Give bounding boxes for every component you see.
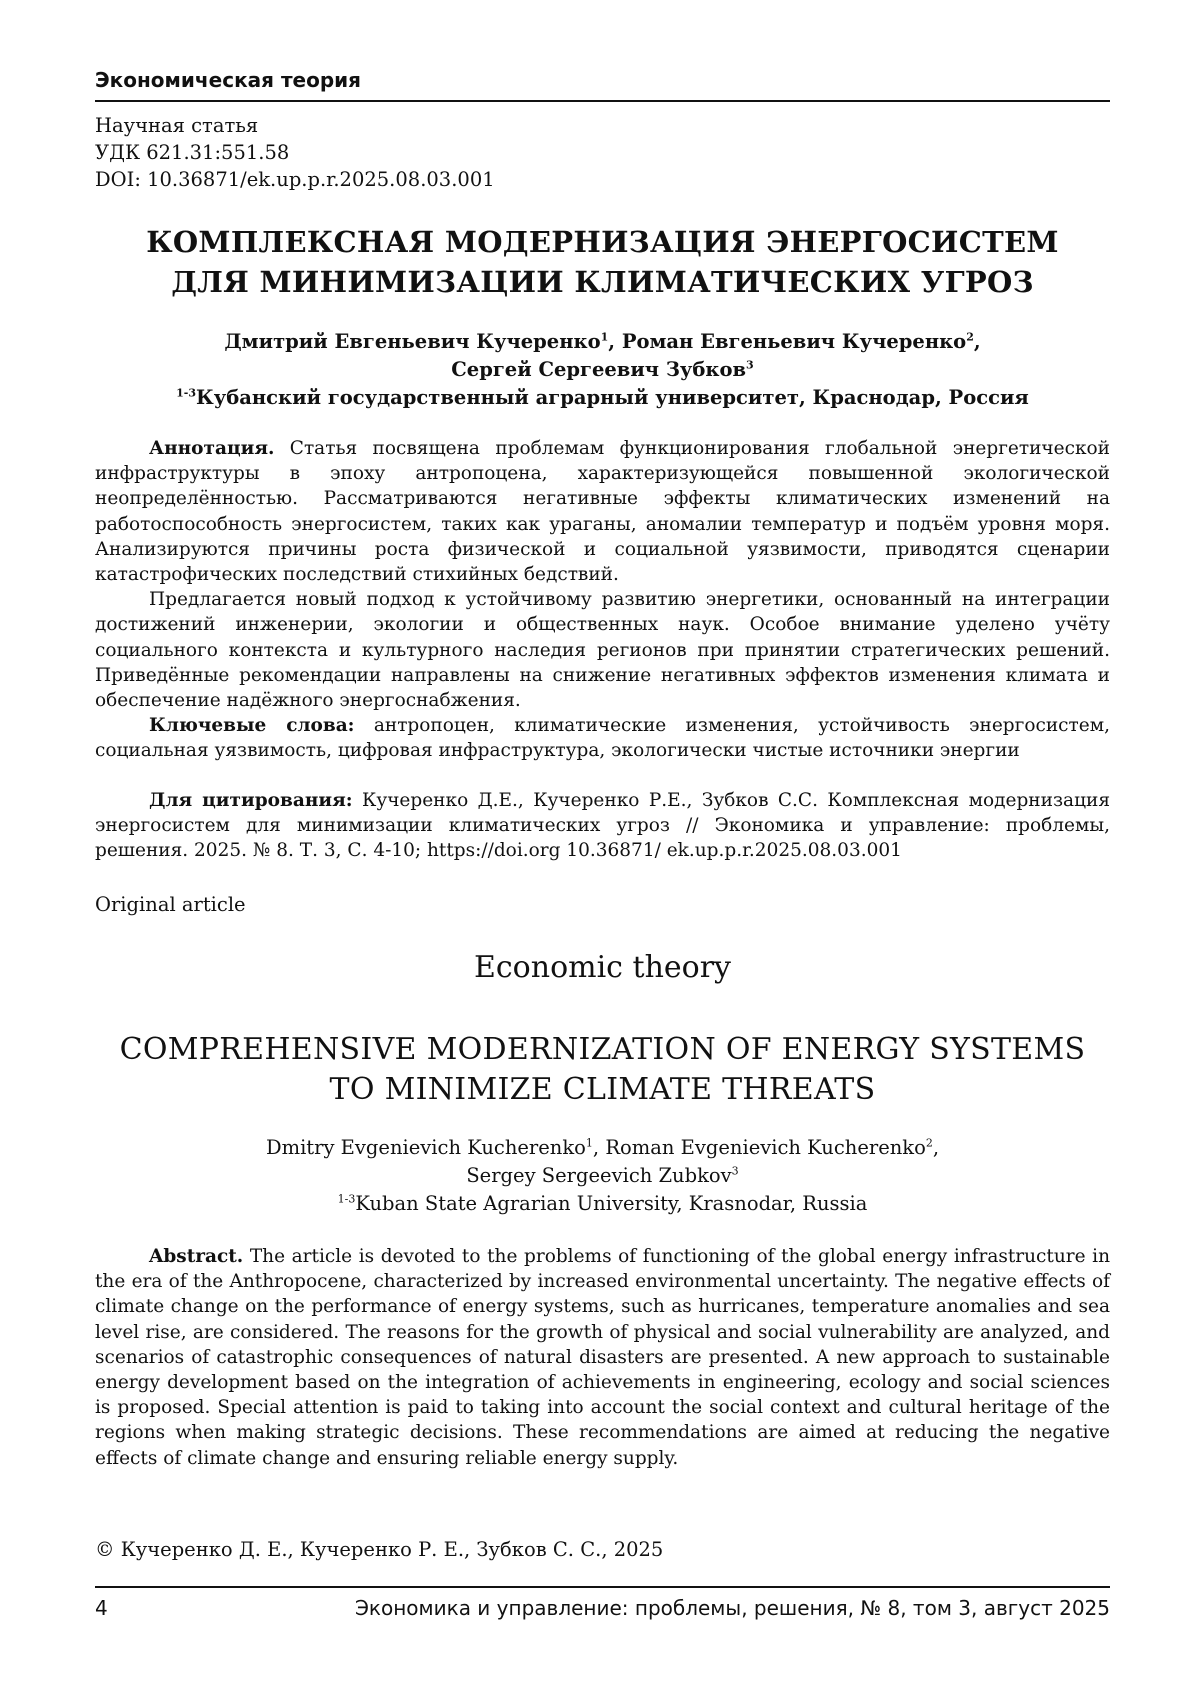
article-type-en: Original article bbox=[95, 893, 246, 916]
author-ru-2: Роман Евгеньевич Кучеренко bbox=[621, 330, 967, 353]
title-ru bbox=[95, 222, 1110, 302]
udc-code: УДК 621.31:551.58 bbox=[95, 141, 290, 164]
page-footer bbox=[95, 1586, 1110, 1620]
abstract-ru-p2: Предлагается новый подход к устойчивому развитию энергетики, основанный на интеграции достижений инженерии, экологии и общественных наук. Особое внимание уделено учёту социального контекста и культурного наследия регионов при принятии стратегических решений. Приведённые рекомендации направлены на снижение негативных эффектов изменения климата и обеспечение надёжного энергоснабжения. bbox=[95, 589, 1110, 712]
author-ru-3-sup: 3 bbox=[746, 358, 754, 372]
affiliation-ru: Кубанский государственный аграрный университет, Краснодар, Россия bbox=[196, 386, 1029, 409]
author-en-1: Dmitry Evgenievich Kucherenko bbox=[265, 1136, 586, 1159]
abstract-ru-p1: Статья посвящена проблемам функционирования глобальной энергетической инфраструктуры в эпоху антропоцена, характеризующейся повышенной экологической неопределённостью. Рассматриваются негативные эффекты климатических изменений на работоспособность энергосистем, таких как ураганы, аномалии температур и подъём уровня моря. Анализируются причины роста физической и социальной уязвимости, приводятся сценарии катастрофических последствий стихийных бедствий. bbox=[95, 438, 1110, 586]
title-ru-line2: ДЛЯ МИНИМИЗАЦИИ КЛИМАТИЧЕСКИХ УГРОЗ bbox=[171, 265, 1034, 299]
affiliation-en-sup: 1-3 bbox=[337, 1192, 356, 1206]
citation-label: Для цитирования: bbox=[149, 790, 353, 811]
journal-info: Экономика и управление: проблемы, решения, № 8, том 3, август 2025 bbox=[354, 1596, 1110, 1620]
author-en-1-sup: 1 bbox=[585, 1136, 593, 1150]
citation-text: Кучеренко Д.Е., Кучеренко Р.Е., Зубков С.С. Комплексная модернизация энергосистем для минимизации климатических угроз // Экономика и управление: проблемы, решения. 2025. № 8. Т. 3, С. 4-10; https://doi.org 10.36871/ ek.up.p.r.2025.08.03.001 bbox=[95, 790, 1110, 861]
author-ru-1: Дмитрий Евгеньевич Кучеренко bbox=[224, 330, 601, 353]
title-ru-line1: КОМПЛЕКСНАЯ МОДЕРНИЗАЦИЯ ЭНЕРГОСИСТЕМ bbox=[146, 225, 1059, 259]
author-en-3: Sergey Sergeevich Zubkov bbox=[466, 1164, 732, 1187]
keywords: антропоцен, климатические изменения, устойчивость энергосистем, социальная уязвимость, цифровая инфраструктура, экологически чистые источники энергии bbox=[95, 715, 1110, 762]
title-en-line1: COMPREHENSIVE MODERNIZATION OF ENERGY SYSTEMS bbox=[119, 1032, 1086, 1067]
abstract-en bbox=[95, 1244, 1110, 1471]
citation bbox=[95, 788, 1110, 863]
title-en-line2: TO MINIMIZE CLIMATE THREATS bbox=[329, 1072, 876, 1107]
section-en: Economic theory bbox=[473, 950, 731, 985]
abstract-en-text: The article is devoted to the problems of functioning of the global energy infrastructure in the era of the Anthropocene, characterized by increased environmental uncertainty. The negative effects of climate change on the performance of energy systems, such as hurricanes, temperature anomalies and sea level rise, are considered. The reasons for the growth of physical and social vulnerability are analyzed, and scenarios of catastrophic consequences of natural disasters are presented. A new approach to sustainable energy development based on the integration of achievements in engineering, ecology and social sciences is proposed. Special attention is paid to taking into account the social context and cultural heritage of the regions when making strategic decisions. These recommendations are aimed at reducing the negative effects of climate change and ensuring reliable energy supply. bbox=[95, 1246, 1110, 1469]
author-en-2: Roman Evgenievich Kucherenko bbox=[605, 1136, 926, 1159]
affiliation-ru-sup: 1-3 bbox=[176, 386, 197, 400]
author-ru-1-sup: 1 bbox=[600, 330, 609, 344]
affiliation-en: Kuban State Agrarian University, Krasnodar, Russia bbox=[355, 1192, 868, 1215]
abstract-ru bbox=[95, 436, 1110, 764]
page-number: 4 bbox=[95, 1596, 108, 1620]
author-ru-3: Сергей Сергеевич Зубков bbox=[451, 358, 747, 381]
author-ru-2-sup: 2 bbox=[966, 330, 974, 344]
abstract-ru-label: Аннотация. bbox=[149, 438, 275, 459]
authors-en: Dmitry Evgenievich Kucherenko$^1$, Roman Evgenievich Kucherenko$^2$, Sergey Sergeevich Zubkov$^3$ $^{1-3}$Kuban State Agrarian University, Krasnodar, Russia bbox=[265, 1136, 940, 1215]
abstract-en-label: Abstract. bbox=[149, 1246, 244, 1267]
article-meta bbox=[95, 112, 495, 193]
article-type: Научная статья bbox=[95, 114, 259, 137]
title-en bbox=[95, 1030, 1110, 1110]
authors-ru: Дмитрий Евгеньевич Кучеренко$^1$, Роман Евгеньевич Кучеренко$^2$, Сергей Сергеевич Зубков$^3$ $^{1-3}$Кубанский государственный аграрный университет, Краснодар, Россия bbox=[176, 330, 1029, 409]
section-header: Экономическая теория bbox=[95, 68, 1110, 102]
copyright: © Кучеренко Д. Е., Кучеренко Р. Е., Зубков С. С., 2025 bbox=[95, 1538, 664, 1561]
doi[interactable]: DOI: 10.36871/ek.up.p.r.2025.08.03.001 bbox=[95, 168, 495, 191]
keywords-label: Ключевые слова: bbox=[149, 715, 355, 737]
author-en-3-sup: 3 bbox=[731, 1164, 739, 1178]
author-en-2-sup: 2 bbox=[925, 1136, 933, 1150]
